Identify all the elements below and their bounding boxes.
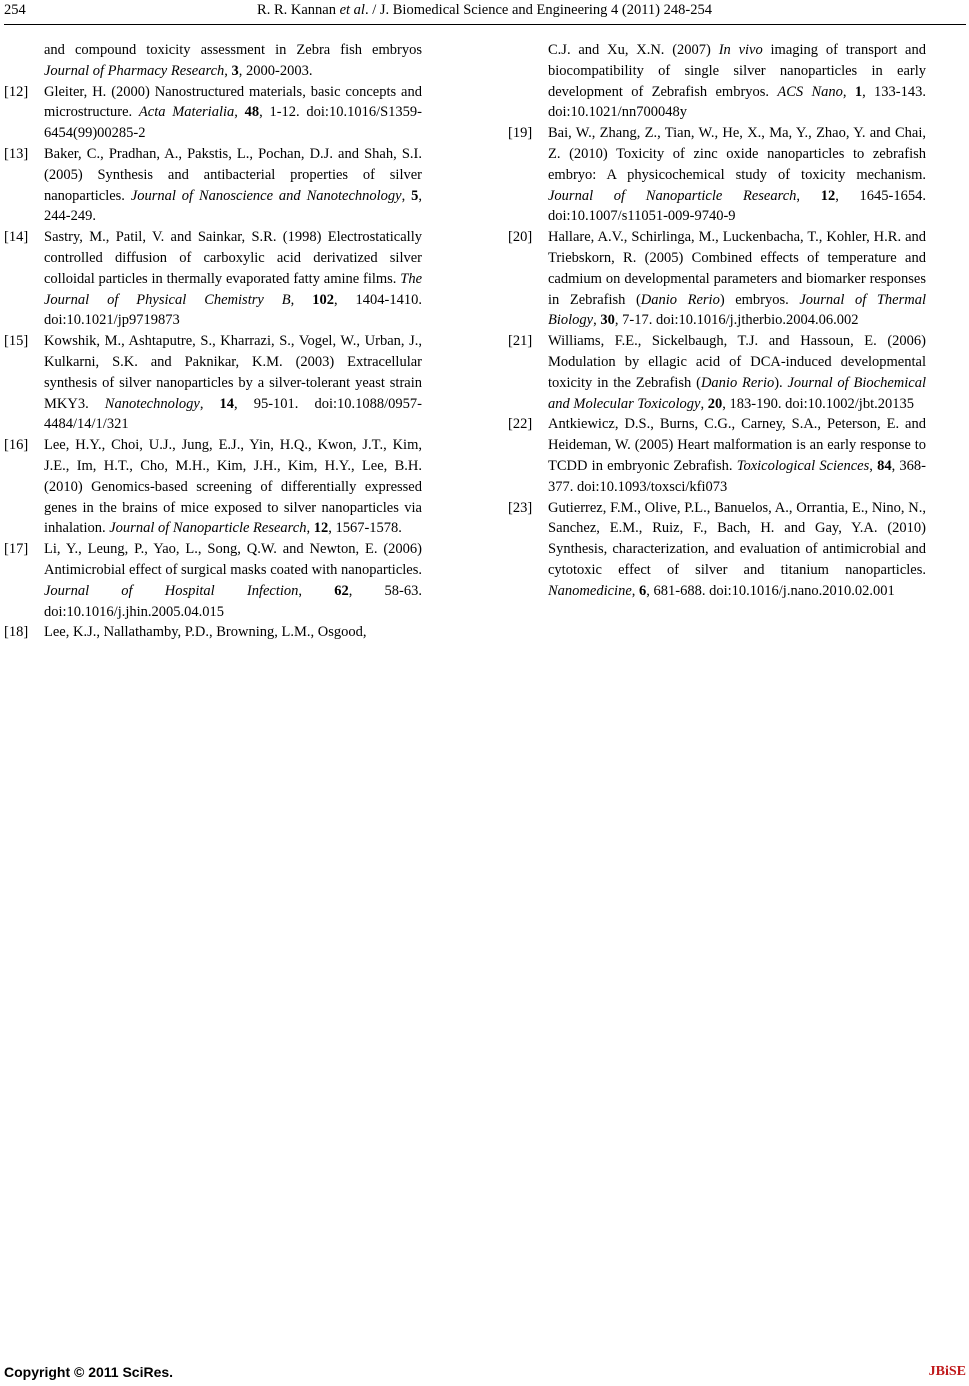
reference-source-title: Toxicological Sciences — [736, 457, 870, 474]
reference-segment: and compound toxicity assessment in Zebra fish embryos — [44, 42, 422, 58]
reference-entry — [508, 414, 926, 497]
reference-text — [548, 40, 926, 123]
reference-number: [14] — [4, 229, 29, 246]
reference-segment: , — [796, 187, 821, 204]
reference-entry — [4, 539, 422, 622]
reference-volume: 20 — [707, 395, 723, 412]
reference-segment: , 368-377. doi:10.1093/toxsci/kfi073 — [548, 457, 926, 495]
reference-entry — [4, 622, 422, 643]
reference-text — [44, 144, 422, 227]
reference-text — [44, 331, 422, 435]
reference-source-title: Journal of Biochemical and Molecular Toxicology — [548, 374, 926, 412]
reference-segment: , — [869, 457, 878, 474]
reference-source-title: Nanotechnology — [104, 395, 200, 412]
reference-segment: , 2000-2003. — [238, 62, 313, 79]
reference-source-title: ACS Nano — [777, 83, 843, 100]
reference-segment: , — [631, 582, 640, 599]
reference-volume: 12 — [820, 187, 836, 204]
copyright-notice: Copyright © 2011 SciRes. — [4, 1364, 174, 1380]
reference-entry — [4, 144, 422, 227]
reference-text — [44, 435, 422, 539]
reference-entry — [508, 498, 926, 602]
reference-segment: , — [401, 187, 412, 204]
reference-source-title: In vivo — [718, 42, 763, 58]
page-number: 254 — [4, 2, 26, 18]
header-rule — [4, 24, 966, 25]
reference-segment: imaging of transport and biocompatibility of single silver nanoparticles in early development of Zebrafish embryos. — [548, 42, 926, 100]
reference-number: [17] — [4, 541, 29, 558]
reference-source-title: Journal of Thermal Biology — [548, 291, 926, 329]
reference-entry — [4, 227, 422, 331]
reference-text — [44, 82, 422, 144]
reference-segment: C.J. and Xu, X.N. (2007) — [548, 42, 719, 58]
reference-segment: Li, Y., Leung, P., Yao, L., Song, Q.W. and Newton, E. (2006) Antimicrobial effect of surgical masks coated with nanoparticles. — [44, 541, 422, 578]
reference-volume: 14 — [219, 395, 235, 412]
reference-text — [44, 622, 422, 643]
reference-source-title: Journal of Hospital Infection — [44, 582, 299, 599]
reference-segment: Williams, F.E., Sickelbaugh, T.J. and Hassoun, E. (2006) Modulation by ellagic acid of DCA-induced developmental toxicity in the Zebrafish ( — [548, 333, 926, 391]
reference-segment: , — [842, 83, 855, 100]
reference-number: [21] — [508, 333, 533, 350]
reference-entry — [4, 331, 422, 435]
reference-segment: Baker, C., Pradhan, A., Pakstis, L., Pochan, D.J. and Shah, S.I. (2005) Synthesis and antibacterial properties of silver nanoparticles. — [44, 145, 422, 204]
reference-entry — [4, 435, 422, 539]
reference-number: [20] — [508, 229, 533, 246]
running-head-journal: . / J. Biomedical Science and Engineering 4 (2011) 248-254 — [364, 2, 712, 18]
reference-segment: , — [290, 291, 313, 308]
reference-segment: Sastry, M., Patil, V. and Sainkar, S.R. (1998) Electrostatically controlled diffusion of carboxylic acid derivatized silver colloidal particles in thermally evaporated fatty amine films. — [44, 229, 422, 287]
reference-segment: , — [224, 62, 232, 79]
reference-number: [18] — [4, 624, 29, 641]
reference-text — [44, 227, 422, 331]
reference-number: [12] — [4, 83, 29, 100]
reference-segment: ). — [774, 374, 788, 391]
reference-segment: Hallare, A.V., Schirlinga, M., Luckenbacha, T., Kohler, H.R. and Triebskorn, R. (2005) Combined effects of temperature and cadmium on developmental parameters and biomarker responses in Zebrafish ( — [548, 229, 926, 308]
reference-segment: Kowshik, M., Ashtaputre, S., Kharrazi, S., Vogel, W., Urban, J., Kulkarni, S.K. and Paknikar, K.M. (2003) Extracellular synthesis of silver nanoparticles by a silver-tolerant yeast strain MKY3. — [44, 333, 422, 412]
reference-column-left — [4, 40, 422, 643]
reference-number: [23] — [508, 499, 533, 516]
reference-volume: 5 — [411, 187, 419, 204]
reference-entry — [508, 40, 926, 123]
reference-text — [548, 498, 926, 602]
reference-text — [548, 414, 926, 497]
reference-segment: , 58-63. doi:10.1016/j.jhin.2005.04.015 — [44, 582, 422, 620]
reference-segment: , 183-190. doi:10.1002/jbt.20135 — [722, 395, 914, 412]
reference-segment: Antkiewicz, D.S., Burns, C.G., Carney, S.A., Peterson, E. and Heideman, W. (2005) Heart malformation is an early response to TCDD in embryonic Zebrafish. — [548, 416, 926, 474]
reference-segment: , — [234, 104, 245, 121]
reference-text — [548, 331, 926, 414]
reference-number: [19] — [508, 125, 533, 142]
reference-source-title: Journal of Nanoparticle Research — [548, 187, 797, 204]
reference-volume: 6 — [639, 582, 647, 599]
reference-segment: , — [593, 312, 601, 329]
reference-segment: ) embryos. — [719, 291, 800, 308]
reference-number: [13] — [4, 145, 29, 162]
reference-segment: , 133-143. doi:10.1021/nn700048y — [548, 83, 927, 121]
reference-source-title: Acta Materialia — [138, 104, 235, 121]
reference-segment: Gutierrez, F.M., Olive, P.L., Banuelos, A., Orrantia, E., Nino, N., Sanchez, E.M., Ruiz, F., Bach, H. and Gay, Y.A. (2010) Synthesis, characterization, and evaluation of antimicrobial and cytotoxic effect of silver and titanium nanoparticles. — [548, 499, 926, 578]
reference-volume: 102 — [312, 291, 334, 308]
reference-source-title: Danio Rerio — [700, 374, 775, 391]
reference-text — [44, 40, 422, 82]
reference-segment: , 681-688. doi:10.1016/j.nano.2010.02.001 — [646, 582, 895, 599]
reference-segment: Gleiter, H. (2000) Nanostructured materials, basic concepts and microstructure. — [44, 83, 422, 121]
running-header — [0, 2, 969, 24]
reference-entry — [508, 227, 926, 331]
running-head-authors: R. R. Kannan — [257, 2, 340, 18]
reference-source-title: Journal of Nanoparticle Research — [109, 520, 307, 537]
reference-segment: , 1404-1410. doi:10.1021/jp9719873 — [44, 291, 423, 329]
reference-segment: , 95-101. doi:10.1088/0957-4484/14/1/321 — [44, 395, 423, 433]
reference-volume: 30 — [600, 312, 615, 329]
reference-source-title: Journal of Nanoscience and Nanotechnology — [130, 187, 402, 204]
reference-segment: , — [700, 395, 708, 412]
reference-source-title: Danio Rerio — [640, 291, 720, 308]
reference-segment: , — [298, 582, 335, 599]
reference-source-title: The Journal of Physical Chemistry B — [44, 270, 422, 308]
reference-segment: Lee, H.Y., Choi, U.J., Jung, E.J., Yin, H.Q., Kwon, J.T., Kim, J.E., Im, H.T., Cho, M.H., Kim, J.H., Kim, H.Y., Lee, B.H. (2010) Genomics-based screening of differentially expressed genes in the brains of mice exposed to silver nanoparticles via inhalation. — [44, 437, 422, 537]
reference-segment: Bai, W., Zhang, Z., Tian, W., He, X., Ma, Y., Zhao, Y. and Chai, Z. (2010) Toxicity of zinc oxide nanoparticles to zebrafish embryo: A physicochemical study of toxicity mechanism. — [548, 125, 926, 183]
reference-segment: , 1645-1654. doi:10.1007/s11051-009-9740-9 — [548, 187, 927, 225]
reference-column-right — [508, 40, 926, 602]
reference-volume: 3 — [231, 62, 239, 79]
reference-segment: , 1567-1578. — [328, 520, 402, 537]
reference-entry — [508, 123, 926, 227]
reference-entry — [4, 40, 422, 82]
reference-source-title: Nanomedicine — [548, 582, 632, 599]
reference-number: [15] — [4, 333, 29, 350]
reference-segment: , 7-17. doi:10.1016/j.jtherbio.2004.06.002 — [614, 312, 859, 329]
reference-text — [44, 539, 422, 622]
reference-number: [22] — [508, 416, 533, 433]
reference-entry — [508, 331, 926, 414]
reference-volume: 62 — [334, 582, 349, 599]
reference-entry — [4, 82, 422, 144]
running-head-et-al: et al — [339, 2, 365, 18]
reference-source-title: Journal of Pharmacy Research — [44, 62, 225, 79]
page-footer — [4, 1364, 966, 1384]
running-head — [0, 2, 969, 19]
reference-volume: 12 — [313, 520, 329, 537]
journal-abbreviation: JBiSE — [928, 1364, 966, 1379]
reference-segment: , — [199, 395, 220, 412]
reference-segment: , — [306, 520, 314, 537]
reference-number: [16] — [4, 437, 29, 454]
reference-segment: , 244-249. — [44, 187, 422, 225]
reference-segment: Lee, K.J., Nallathamby, P.D., Browning, L.M., Osgood, — [44, 624, 367, 641]
reference-volume: 84 — [877, 457, 892, 474]
reference-text — [548, 227, 926, 331]
reference-volume: 1 — [854, 83, 863, 100]
reference-volume: 48 — [244, 104, 260, 121]
reference-text — [548, 123, 926, 227]
reference-segment: , 1-12. doi:10.1016/S1359-6454(99)00285-2 — [44, 104, 423, 142]
